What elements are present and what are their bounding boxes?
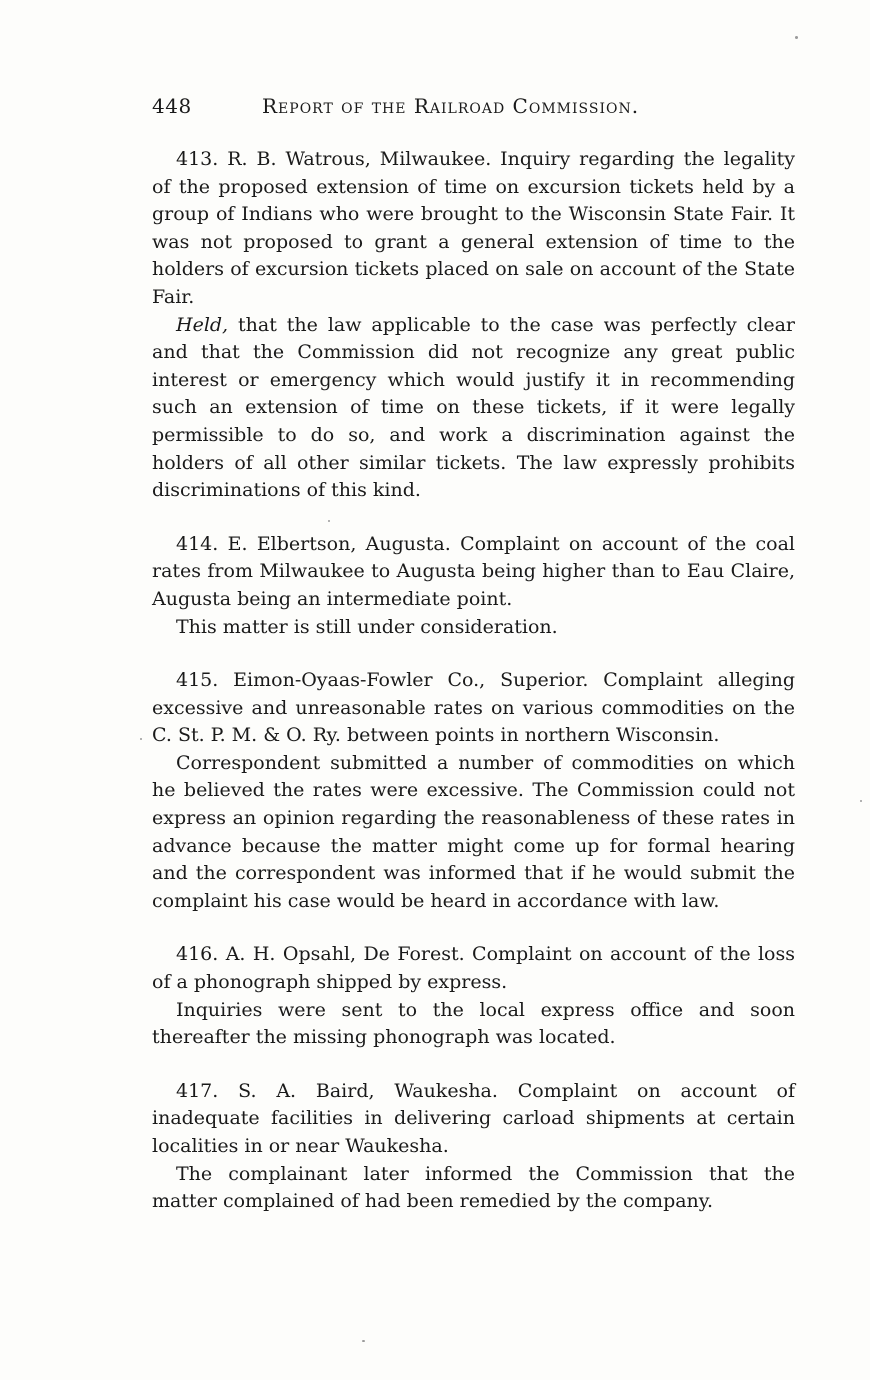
entry-paragraph: This matter is still under consideration.: [176, 615, 558, 638]
scan-speck: [860, 800, 862, 802]
entry-paragraph: 416. A. H. Opsahl, De Forest. Complaint on account of the loss of a phonograph shipped by express.: [152, 943, 795, 994]
scan-speck: [362, 1340, 365, 1342]
entry-414: [152, 531, 795, 641]
entry-415: [152, 667, 795, 915]
entry-paragraph: 415. Eimon-Oyaas-Fowler Co., Superior. Complaint alleging excessive and unreasonable rates on various commodities on the C. St. P. M. & O. Ry. between points in northern Wisconsin.: [152, 669, 795, 747]
entry-paragraph: Correspondent submitted a number of commodities on which he believed the rates were excessive. The Commission could not express an opinion regarding the reasonableness of these rates in advance because the matter might come up for formal hearing and the correspondent was informed that if he would submit the complaint his case would be heard in accordance with law.: [152, 751, 795, 912]
page-number: 448: [152, 94, 192, 118]
held-text: that the law applicable to the case was perfectly clear and that the Commission did not recognize any great public interest or emergency which would justify it in recommending such an extension of time on these tickets, if it were legally permissible to do so, and work a discrimination against the holders of all other similar tickets. The law expressly prohibits discriminations of this kind.: [152, 313, 795, 502]
entry-paragraph: 413. R. B. Watrous, Milwaukee. Inquiry regarding the legality of the proposed extension of time on excursion tickets held by a group of Indians who were brought to the Wisconsin State Fair. It was not proposed to grant a general extension of time to the holders of excursion tickets placed on sale on account of the State Fair.: [152, 148, 795, 308]
page-header: [152, 94, 792, 124]
entry-paragraph: 414. E. Elbertson, Augusta. Complaint on account of the coal rates from Milwaukee to Augusta being higher than to Eau Claire, Augusta being an intermediate point.: [152, 532, 795, 610]
scan-speck: [795, 36, 798, 39]
held-lead: Held,: [176, 313, 229, 336]
entry-paragraph: The complainant later informed the Commission that the matter complained of had been remedied by the company.: [152, 1162, 795, 1213]
scan-speck: [140, 738, 142, 740]
entry-413: [152, 146, 795, 505]
running-title: Report of the Railroad Commission.: [262, 94, 640, 118]
scan-speck: [328, 520, 330, 522]
page-body: [152, 146, 795, 1242]
held-paragraph: [152, 312, 795, 505]
entry-paragraph: 417. S. A. Baird, Waukesha. Complaint on account of inadequate facilities in delivering carload shipments at certain localities in or near Waukesha.: [152, 1079, 795, 1157]
entry-416: [152, 941, 795, 1051]
entry-417: [152, 1078, 795, 1216]
entry-paragraph: Inquiries were sent to the local express office and soon thereafter the missing phonograph was located.: [152, 998, 795, 1049]
